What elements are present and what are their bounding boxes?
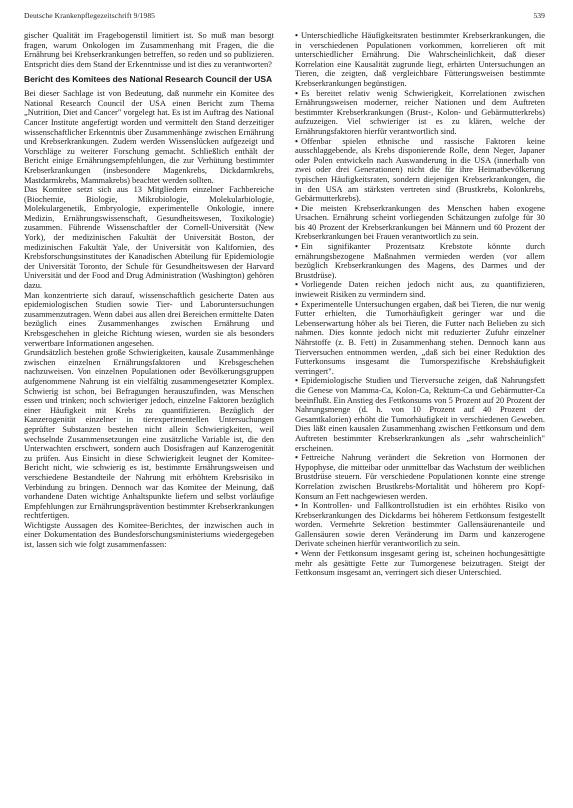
running-header	[24, 11, 545, 23]
bullet-text: Unterschiedliche Häufigkeitsraten bestimmter Krebserkrankungen, die in verschiedenen Populationen vorkommen, korrelieren oft mit unterschiedlicher Ernährung. Die Wahrscheinlichkeit, daß dieser Korrelation eine Kausalität zugrunde liegt, erhärten Untersuchungen an Tieren, die zeigten, daß vergleichbare Fütterungsweisen bestimmte Krebserkrankungen begünstigen.	[295, 30, 545, 88]
bullet-text: Ein signifikanter Prozentsatz Krebstote könnte durch ernährungsbezogene Maßnahmen vermieden werden (vor allem bezüglich Krebserkrankungen des Magens, des Darmes und der Brustdrüse).	[295, 241, 545, 280]
bullet-icon: •	[295, 135, 298, 146]
bullet-item-10	[295, 501, 545, 549]
paragraph-1: Bei dieser Sachlage ist von Bedeutung, daß nunmehr ein Komitee des National Research Council der USA einen Bericht zum Thema „Nutrition, Diet and Cancer" vorgelegt hat. Es ist im Auftrag des National Cancer Institute angefertigt worden und vermittelt den Stand derzeitiger wissenschaftlicher Erkenntnis über Zusammenhänge zwischen Ernährung und Krebserkrankungen. Zudem werden Wissenslücken aufgezeigt und Vorschläge zu weiterer Forschung gemacht. Schließlich enthält der Bericht einige Ernährungsempfehlungen, die zur Verhütung bestimmter Krebserkrankungen (insbesondere Magenkrebs, Dickdarmkrebs, Mastdarmkrebs, Mammakrebs) beachtet werden sollten.	[24, 88, 274, 185]
paragraph-2: Das Komitee setzt sich aus 13 Mitgliedern einzelner Fachbereiche (Biochemie, Biologie, Mikrobiologie, Molekularbiologie, Molekulargenetik, Embryologie, experimentelle Onkologie, innere Medizin, Ernährungswissenschaft, Gesundheitswesen, Toxikologie) zusammen. Führende Wissenschaftler der Cornell-Universität (New York), der medizinischen Fakultät der Universität Boston, der medizinischen Fakultät Yale, der Universität von Kalifornien, des Krebsforschungsinstitutes der Kanadischen Abteilung für Epidemiologie der Universität Toronto, der Schule für Gesundheitswesen der Harvard Universität und der Food and Drug Administration (Washington) gehören dazu.	[24, 184, 274, 291]
page-number: 539	[533, 11, 545, 20]
bullet-icon: •	[295, 279, 298, 290]
bullet-icon: •	[295, 202, 298, 213]
right-column	[295, 31, 545, 578]
paragraph-3: Man konzentrierte sich darauf, wissenschaftlich gesicherte Daten aus epidemiologischen Studien sowie Tier- und Laboruntersuchungen zusammenzutragen. Wenn dabei aus allen drei Bereichen ermittelte Daten bezüglich eines Zusammenhanges zwischen Ernährung und Krebsgeschehen in gleiche Richtung wiesen, wurden sie als besonders verwertbare Informationen angesehen.	[24, 289, 274, 348]
bullet-item-8	[295, 376, 545, 453]
paragraph-5: Wichtigste Aussagen des Komitee-Berichtes, der inzwischen auch in einer Dokumentation des Bundesforschungsministeriums wiedergegeben ist, lassen sich wie folgt zusammenfassen:	[24, 519, 274, 550]
journal-title: Deutsche Krankenpflegezeitschrift 9/1985	[24, 11, 156, 20]
intro-paragraph: gischer Qualität im Fragebogenstil limitiert ist. So muß man besorgt fragen, warum Onkologen im Zusammenhang mit Fragen, die die Ernährung bei Krebserkrankungen betreffen, so reden und so publizieren. Entspricht dies dem Stand der Erkenntnisse und ist dies zu verantworten?	[24, 30, 274, 69]
bullet-icon: •	[295, 375, 298, 386]
bullet-text: Fettreiche Nahrung verändert die Sekretion von Hormonen der Hypophyse, die mitteibar oder unmittelbar das Wachstum der weiblichen Brustdrüse steuern. Für verschiedene Populationen konnte eine strenge Korrelation zwischen Brustkrebs-Mortalität und höherem pro Kopf-Konsum an Fett nachgewiesen werden.	[295, 452, 545, 501]
bullet-icon: •	[295, 298, 298, 309]
bullet-item-3	[295, 137, 545, 204]
bullet-icon: •	[295, 30, 298, 40]
bullet-text: Es bereitet relativ wenig Schwierigkeit, Korrelationen zwischen Ernährungsweisen moderner, reicher Nationen und dem Auftreten bestimmter Krebserkrankungen (Brust-, Kolon- und Gebärmutterkrebs) aufzuzeigen. Viel schwieriger ist es zu klären, welche der Ernährungsfaktoren hierfür verantwortlich sind.	[295, 87, 545, 136]
bullet-icon: •	[295, 500, 298, 511]
bullet-text: Vorliegende Daten reichen jedoch nicht aus, zu quantifizieren, inwieweit Risiken zu vermindern sind.	[295, 279, 545, 300]
bullet-icon: •	[295, 87, 298, 98]
left-column	[24, 31, 274, 578]
bullet-text: Offenbar spielen ethnische und rassische Faktoren keine ausschlaggebende, als Krebs disponierende Rolle, denn Neger, Japaner oder Polen entwickeln nach Auswanderung in die USA (innerhalb von zwei oder drei Generationen) nicht die für ihre Heimatbevölkerung typischen Häufigkeitsraten, sondern diejenigen Krebserkrankungen, die in den USA am stärksten vertreten sind (Brustkrebs, Kolonkrebs, Gebärmutterkrebs).	[295, 135, 545, 204]
paragraph-4: Grundsätzlich bestehen große Schwierigkeiten, kausale Zusammenhänge zwischen einzelnen Ernährungsfaktoren und Krebsgeschehen nachzuweisen. Von einzelnen Populationen oder Bevölkerungsgruppen aufgenommene Nahrung ist ein vielfältig zusammengesetzter Komplex. Schwierig ist schon, bei Befragungen herauszufinden, was Menschen essen und trinken; noch schwieriger jedoch, einzelne Faktoren bezüglich einer Häufigkeit mit Krebs zu quantifizieren. Bezüglich der Kanzerogenität einzelner in tierexperimentellen Untersuchungen geprüfter Substanzen bestehen nicht allein Schwierigkeiten, weil wechselnde Zusammensetzungen eine zusätzliche Variable ist, die den Unterwachten erschwert, sondern auch Dosisfragen auf Kanzerogenität zu prüfen. Aus Einsicht in diese Schwierigkeit leugnet der Komitee-Bericht nicht, wie schwierig es ist, bestimmte Ernährungsweisen und verschiedene Bestandteile der Nahrung mit erhöhtem Krebsrisiko in Verbindung zu bringen. Dennoch war das Komitee der Meinung, daß vorhandene Daten wichtige Anhaltspunkte liefern und selbst vorläufige Empfehlungen zur Ernährungsprävention bestimmter Krebserkrankungen rechtfertigen.	[24, 347, 274, 521]
bullet-item-4	[295, 204, 545, 242]
bullet-text: Experimentelle Untersuchungen ergaben, daß bei Tieren, die nur wenig Futter erhielten, die Tumorhäufigkeit geringer war und die Lebenserwartung höher als bei Tieren, die Futter nach Belieben zu sich nahmen. Dies konnte jedoch nicht mit reduzierter Zufuhr einzelner Nährstoffe (z. B. Fett) in Zusammenhang stehen. Dennoch kann aus Tierversuchen entnommen werden, „daß sich bei einer Reduktion des Futterkonsums insgesamt die Tumorspezifische Krebshäufigkeit verringert".	[295, 298, 545, 376]
bullet-icon: •	[295, 548, 298, 559]
bullet-icon: •	[295, 452, 298, 463]
bullet-item-5	[295, 242, 545, 280]
bullet-item-9	[295, 453, 545, 501]
bullet-item-7	[295, 300, 545, 377]
bullet-item-11	[295, 549, 545, 578]
bullet-text: Wenn der Fettkonsum insgesamt gering ist, scheinen hochungesättigte mehr als gesättigte Fette zur Tumorgenese beizutragen. Steigt der Fettkonsum insgesamt an, verringert sich dieser Unterschied.	[295, 548, 545, 578]
bullet-text: Epidemiologische Studien und Tierversuche zeigen, daß Nahrungsfett die Genese von Mamma-Ca, Kolon-Ca, Rektum-Ca und Gebärmutter-Ca beeinflußt. Ein Anstieg des Fettkonsums von 5 Prozent auf 20 Prozent der Nahrungsmenge (d. h. von 10 Prozent auf 40 Prozent der Gesamtkalorien) erhöht die Tumorhäufigkeit in verschiedenen Geweben. Dies läßt einen kausalen Zusammenhang zwischen Fettkonsum und dem Auftreten bestimmter Krebserkrankungen als „sehr wahrscheinlich" erscheinen.	[295, 375, 545, 453]
bullet-item-6	[295, 280, 545, 299]
section-heading: Bericht des Komitees des National Research Council der USA	[24, 74, 273, 85]
two-column-body	[24, 31, 545, 578]
bullet-text: Die meisten Krebserkrankungen des Menschen haben exogene Ursachen. Ernährung scheint vorliegenden Schätzungen zufolge für 30 bis 40 Prozent der Krebserkrankungen bei Männern und 60 Prozent der Krebserkrankungen bei Frauen verantwortlich zu sein.	[295, 202, 545, 242]
bullet-item-2	[295, 89, 545, 137]
bullet-icon: •	[295, 241, 298, 252]
bullet-item-1	[295, 31, 545, 89]
bullet-text: In Kontrollen- und Fallkontrollstudien ist ein erhöhtes Risiko von Krebserkrankungen des Dickdarms bei höherem Fettkonsum festgestellt worden. Vermehrte Sekretion bestimmter Gallensäurenanteile und Gallensäuren sowie deren Veränderung im Darm und kanzerogene Derivate scheinen hierfür verantwortlich zu sein.	[295, 500, 545, 549]
